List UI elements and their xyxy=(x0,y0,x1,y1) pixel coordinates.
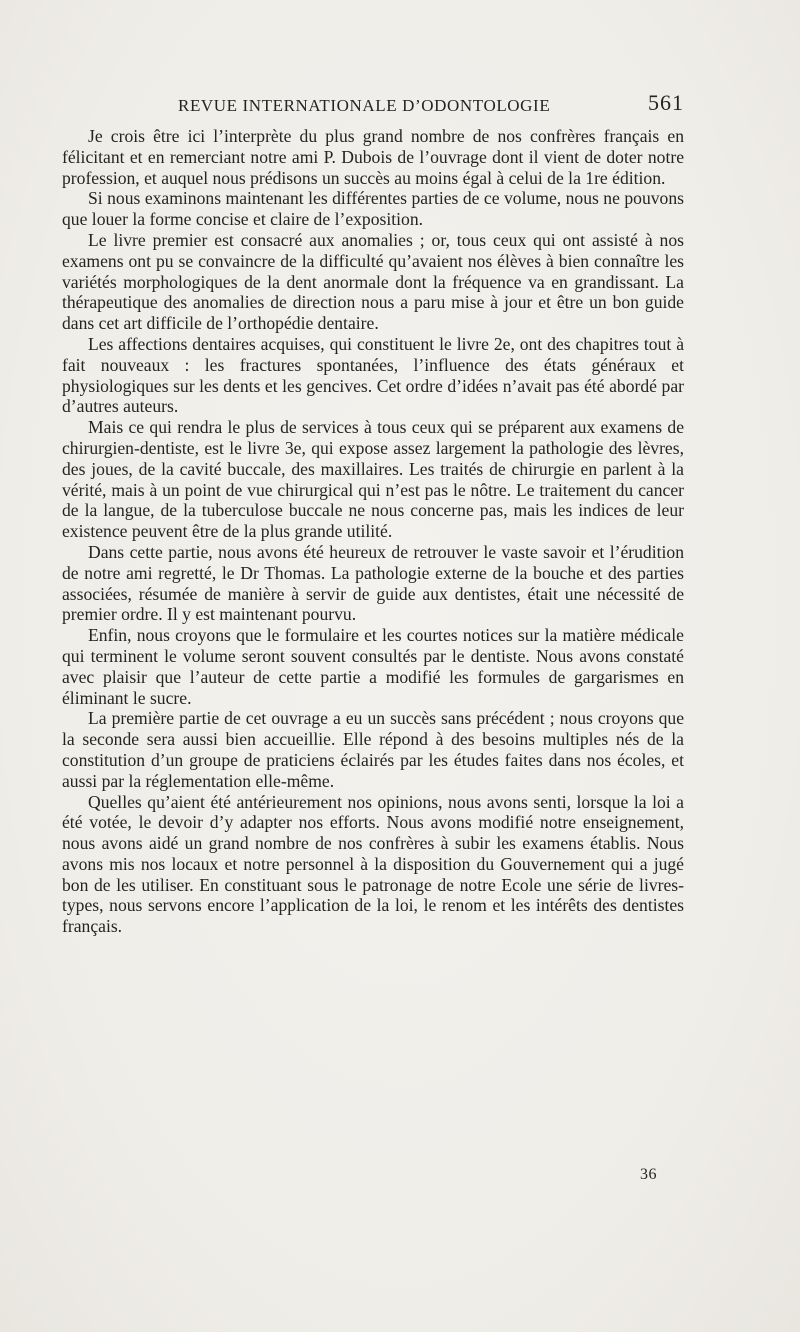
paragraph: Les affections dentaires acquises, qui constituent le livre 2e, ont des chapitres tout à fait nouveaux : les fractures spontanées, l’influence des états généraux et physiologiques sur les dents et les gencives. Cet ordre d’idées n’avait pas été abordé par d’autres auteurs. xyxy=(62,333,684,417)
signature-mark: 36 xyxy=(640,1166,657,1183)
paragraph: Quelles qu’aient été antérieurement nos opinions, nous avons senti, lorsque la loi a été votée, le devoir d’y adapter nos efforts. Nous avons modifié notre enseignement, nous avons aidé un grand nombre de nos confrères à subir les examens établis. Nous avons mis nos locaux et notre personnel à la disposition du Gouvernement qui a jugé bon de les utiliser. En constituant sous le patronage de notre Ecole une série de livres-types, nous servons encore l’application de la loi, le renom et les intérêts des dentistes français. xyxy=(62,791,684,937)
paragraph: Le livre premier est consacré aux anomalies ; or, tous ceux qui ont assisté à nos examens ont pu se convaincre de la difficulté qu’avaient nos élèves à bien connaître les variétés morphologiques de la dent anormale dont la fréquence va en grandissant. La thérapeutique des anomalies de direction nous a paru mise à jour et être un bon guide dans cet art difficile de l’orthopédie dentaire. xyxy=(62,229,684,334)
paragraph: La première partie de cet ouvrage a eu un succès sans précédent ; nous croyons que la seconde sera aussi bien accueillie. Elle répond à des besoins multiples nés de la constitution d’un groupe de praticiens éclairés par les études faites dans nos écoles, et aussi par la réglementation elle-même. xyxy=(62,708,684,791)
body-text xyxy=(62,126,684,937)
page-number: 561 xyxy=(648,90,684,115)
running-title: REVUE INTERNATIONALE D’ODONTOLOGIE xyxy=(178,96,551,115)
paragraph: Dans cette partie, nous avons été heureux de retrouver le vaste savoir et l’érudition de notre ami regretté, le Dr Thomas. La pathologie externe de la bouche et des parties associées, résumée de manière à servir de guide aux dentistes, était une nécessité de premier ordre. Il y est maintenant pourvu. xyxy=(62,541,684,625)
paragraph: Mais ce qui rendra le plus de services à tous ceux qui se préparent aux examens de chirurgien-dentiste, est le livre 3e, qui expose assez largement la pathologie des lèvres, des joues, de la cavité buccale, des maxillaires. Les traités de chirurgie en parlent à la vérité, mais à un point de vue chirurgical qui n’est pas le nôtre. Le traitement du cancer de la langue, de la tuberculose buccale ne nous concerne pas, mais les indices de leur existence peuvent être de la plus grande utilité. xyxy=(62,417,684,542)
paragraph: Je crois être ici l’interprète du plus grand nombre de nos confrères français en félicitant et en remerciant notre ami P. Dubois de l’ouvrage dont il vient de doter notre profession, et auquel nous prédisons un succès au moins égal à celui de la 1re édition. xyxy=(62,126,684,188)
paragraph: Enfin, nous croyons que le formulaire et les courtes notices sur la matière médicale qui terminent le volume seront souvent consultés par le dentiste. Nous avons constaté avec plaisir que l’auteur de cette partie a modifié les formules de gargarismes en éliminant le sucre. xyxy=(62,625,684,708)
paragraph: Si nous examinons maintenant les différentes parties de ce volume, nous ne pouvons que louer la forme concise et claire de l’exposition. xyxy=(62,188,684,230)
running-header xyxy=(178,90,684,120)
